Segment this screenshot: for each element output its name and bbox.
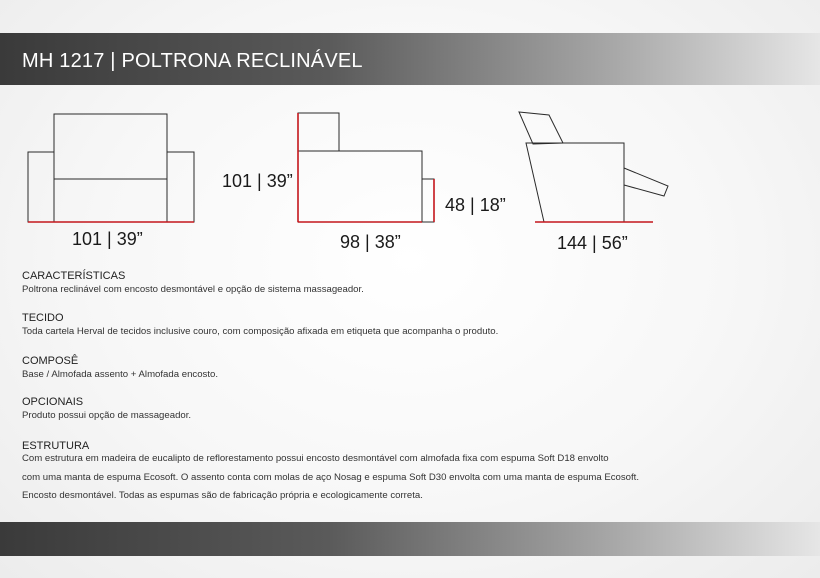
- section-compose: [22, 355, 218, 381]
- reclined-body: [526, 143, 624, 222]
- side-view-drawing: [298, 113, 434, 222]
- front-right-arm: [167, 152, 194, 222]
- section-heading: OPCIONAIS: [22, 396, 84, 408]
- estrutura-line: com uma manta de espuma Ecosoft. O assento conta com molas de aço Nosag e espuma Soft D30 envolta com uma manta de espuma Ecosoft.: [22, 471, 639, 483]
- section-heading: CARACTERÍSTICAS: [22, 270, 126, 282]
- front-left-arm: [28, 152, 54, 222]
- page-title: MH 1217 | POLTRONA RECLINÁVEL: [22, 50, 363, 72]
- section-heading: COMPOSÊ: [22, 355, 79, 367]
- side-headrest: [298, 113, 339, 151]
- footer-bar: [0, 522, 820, 556]
- dim-side-depth: 98 | 38”: [340, 232, 401, 252]
- dim-front-width: 101 | 39”: [72, 229, 143, 249]
- section-opcionais: [22, 396, 191, 422]
- section-text: Toda cartela Herval de tecidos inclusive couro, com composição afixada em etiqueta que acompanha o produto.: [22, 326, 499, 337]
- dim-side-height: 101 | 39”: [222, 171, 293, 191]
- section-heading: TECIDO: [22, 312, 64, 324]
- dim-reclined-depth: 144 | 56”: [557, 233, 628, 253]
- section-text: Poltrona reclinável com encosto desmontável e opção de sistema massageador.: [22, 284, 364, 295]
- dim-seat-height: 48 | 18”: [445, 195, 506, 215]
- section-text: Produto possui opção de massageador.: [22, 410, 192, 421]
- side-leg-rest: [422, 179, 434, 222]
- section-tecido: [22, 312, 498, 338]
- reclined-headrest: [519, 112, 563, 144]
- estrutura-line: Encosto desmontável. Todas as espumas são de fabricação própria e ecologicamente correta.: [22, 490, 423, 501]
- estrutura-line: Com estrutura em madeira de eucalipto de reflorestamento possui encosto desmontável com almofada fixa com espuma Soft D18 envolto: [22, 453, 609, 464]
- side-body: [298, 151, 422, 222]
- section-caracteristicas: [22, 270, 364, 296]
- section-heading: ESTRUTURA: [22, 440, 90, 452]
- section-estrutura: [22, 440, 639, 506]
- front-view-drawing: [28, 114, 194, 222]
- reclined-view-drawing: [519, 112, 668, 222]
- front-back: [54, 114, 167, 222]
- reclined-footrest: [624, 168, 668, 196]
- section-text: Base / Almofada assento + Almofada encosto.: [22, 369, 218, 380]
